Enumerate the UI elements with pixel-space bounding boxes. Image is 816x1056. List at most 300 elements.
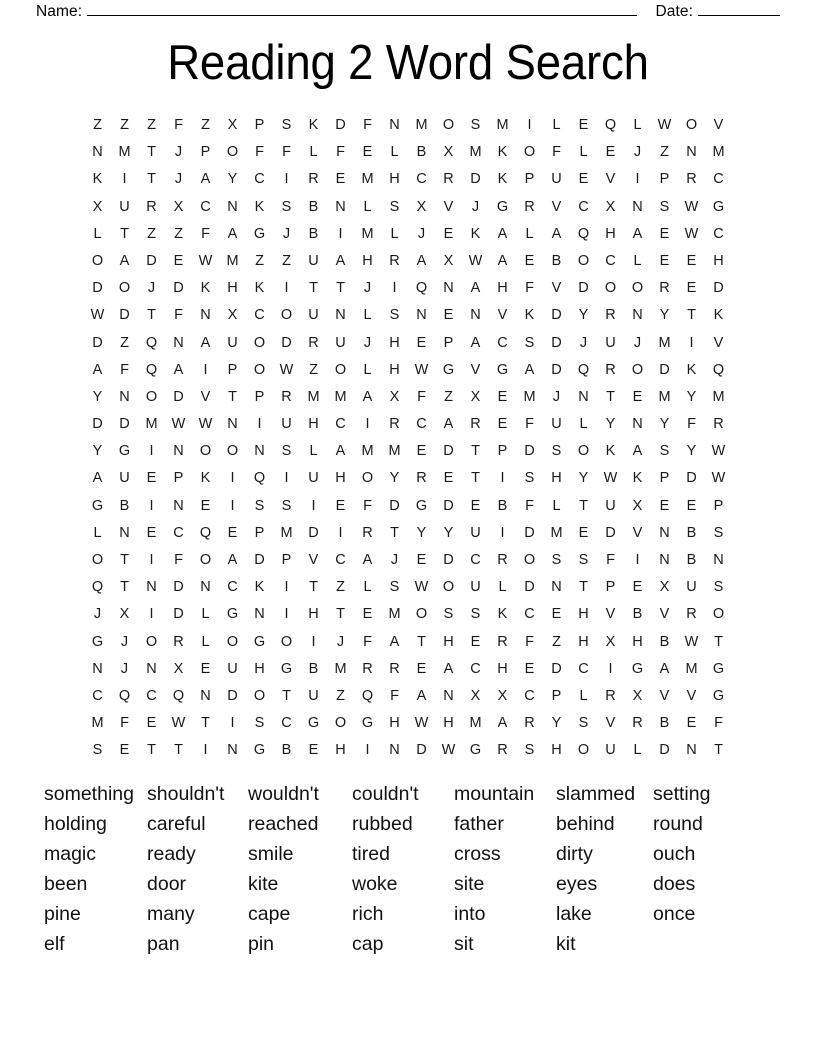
grid-cell[interactable]: P: [605, 579, 616, 596]
grid-cell[interactable]: N: [389, 117, 400, 133]
grid-cell[interactable]: A: [470, 280, 481, 297]
grid-cell[interactable]: I: [284, 470, 289, 487]
grid-cell[interactable]: O: [442, 579, 455, 596]
grid-cell[interactable]: I: [149, 497, 154, 514]
grid-cell[interactable]: A: [389, 633, 400, 650]
date-blank-line[interactable]: [698, 2, 780, 16]
grid-cell[interactable]: V: [308, 552, 319, 568]
grid-cell[interactable]: A: [362, 388, 373, 405]
grid-cell[interactable]: M: [280, 524, 293, 541]
grid-cell[interactable]: K: [200, 470, 211, 487]
grid-cell[interactable]: V: [551, 280, 562, 297]
grid-cell[interactable]: C: [713, 171, 724, 188]
grid-cell[interactable]: H: [497, 280, 508, 297]
grid-cell[interactable]: R: [146, 198, 157, 215]
grid-cell[interactable]: R: [308, 334, 319, 351]
grid-cell[interactable]: G: [712, 198, 725, 215]
grid-cell[interactable]: M: [388, 606, 401, 623]
grid-cell[interactable]: P: [497, 443, 508, 460]
grid-cell[interactable]: M: [712, 144, 725, 161]
grid-cell[interactable]: E: [578, 524, 589, 541]
grid-cell[interactable]: K: [200, 280, 211, 297]
grid-cell[interactable]: B: [659, 633, 670, 650]
grid-cell[interactable]: N: [470, 307, 481, 324]
grid-cell[interactable]: P: [227, 361, 238, 378]
grid-cell[interactable]: Q: [577, 225, 590, 242]
grid-cell[interactable]: B: [416, 144, 427, 161]
grid-cell[interactable]: C: [227, 579, 238, 596]
grid-cell[interactable]: B: [281, 742, 292, 759]
grid-cell[interactable]: I: [122, 171, 127, 188]
grid-cell[interactable]: N: [254, 606, 265, 623]
grid-cell[interactable]: H: [227, 280, 238, 297]
grid-cell[interactable]: L: [201, 633, 210, 650]
grid-cell[interactable]: X: [443, 252, 454, 269]
grid-cell[interactable]: V: [713, 334, 724, 351]
grid-cell[interactable]: T: [714, 633, 723, 650]
grid-cell[interactable]: C: [416, 416, 427, 433]
grid-cell[interactable]: G: [253, 633, 266, 650]
grid-cell[interactable]: U: [308, 252, 319, 269]
grid-cell[interactable]: Y: [605, 416, 616, 433]
grid-cell[interactable]: W: [711, 443, 726, 460]
grid-cell[interactable]: K: [92, 171, 103, 188]
grid-cell[interactable]: B: [497, 497, 508, 514]
grid-cell[interactable]: E: [119, 742, 130, 759]
grid-cell[interactable]: Q: [712, 361, 725, 378]
grid-cell[interactable]: E: [659, 252, 670, 269]
grid-cell[interactable]: E: [470, 497, 481, 514]
grid-cell[interactable]: O: [415, 606, 428, 623]
grid-cell[interactable]: D: [443, 443, 454, 460]
grid-cell[interactable]: D: [146, 252, 157, 269]
grid-cell[interactable]: Q: [145, 361, 158, 378]
grid-cell[interactable]: O: [91, 552, 104, 568]
grid-cell[interactable]: T: [147, 307, 156, 324]
grid-cell[interactable]: T: [687, 307, 696, 324]
grid-cell[interactable]: C: [578, 660, 589, 677]
grid-cell[interactable]: Q: [577, 361, 590, 378]
grid-cell[interactable]: N: [713, 552, 724, 568]
grid-cell[interactable]: R: [443, 171, 454, 188]
name-blank-line[interactable]: [87, 2, 637, 16]
grid-cell[interactable]: O: [361, 470, 374, 487]
grid-cell[interactable]: W: [198, 416, 213, 433]
grid-cell[interactable]: S: [524, 470, 535, 487]
grid-cell[interactable]: I: [284, 171, 289, 188]
grid-cell[interactable]: I: [500, 470, 505, 487]
grid-cell[interactable]: N: [173, 334, 184, 351]
grid-cell[interactable]: O: [334, 361, 347, 378]
grid-cell[interactable]: V: [659, 606, 670, 623]
grid-cell[interactable]: I: [257, 416, 262, 433]
grid-cell[interactable]: A: [443, 416, 454, 433]
grid-cell[interactable]: M: [91, 715, 104, 732]
grid-cell[interactable]: U: [308, 307, 319, 324]
grid-cell[interactable]: D: [308, 524, 319, 541]
word-list-item[interactable]: woke: [352, 873, 398, 895]
grid-cell[interactable]: M: [334, 388, 347, 405]
grid-cell[interactable]: C: [335, 552, 346, 568]
grid-cell[interactable]: W: [414, 715, 429, 732]
grid-cell[interactable]: S: [254, 497, 265, 514]
grid-cell[interactable]: T: [228, 388, 237, 405]
grid-cell[interactable]: O: [253, 687, 266, 704]
grid-cell[interactable]: E: [416, 443, 427, 460]
grid-cell[interactable]: Q: [604, 117, 617, 133]
grid-cell[interactable]: J: [282, 225, 291, 242]
grid-cell[interactable]: K: [254, 280, 265, 297]
grid-cell[interactable]: I: [230, 497, 235, 514]
grid-cell[interactable]: H: [254, 660, 265, 677]
grid-cell[interactable]: J: [363, 280, 372, 297]
word-list-item[interactable]: slammed: [556, 783, 636, 805]
grid-cell[interactable]: Y: [443, 524, 454, 541]
grid-cell[interactable]: C: [524, 606, 535, 623]
grid-cell[interactable]: O: [577, 742, 590, 759]
grid-cell[interactable]: I: [392, 280, 397, 297]
grid-cell[interactable]: V: [470, 361, 481, 378]
grid-cell[interactable]: O: [631, 361, 644, 378]
grid-cell[interactable]: J: [336, 633, 345, 650]
grid-cell[interactable]: N: [200, 687, 211, 704]
grid-cell[interactable]: Z: [147, 225, 156, 242]
grid-cell[interactable]: O: [91, 252, 104, 269]
grid-cell[interactable]: E: [335, 171, 346, 188]
grid-cell[interactable]: J: [417, 225, 426, 242]
grid-cell[interactable]: Y: [659, 307, 670, 324]
grid-cell[interactable]: V: [632, 524, 643, 541]
grid-cell[interactable]: E: [200, 497, 211, 514]
grid-cell[interactable]: H: [497, 660, 508, 677]
word-list-item[interactable]: into: [454, 903, 486, 925]
grid-cell[interactable]: K: [632, 470, 643, 487]
grid-cell[interactable]: G: [226, 606, 239, 623]
grid-cell[interactable]: L: [552, 497, 561, 514]
grid-cell[interactable]: T: [309, 280, 318, 297]
grid-cell[interactable]: X: [173, 198, 184, 215]
grid-cell[interactable]: T: [579, 497, 588, 514]
grid-cell[interactable]: S: [659, 443, 670, 460]
grid-cell[interactable]: J: [633, 334, 642, 351]
grid-cell[interactable]: L: [579, 416, 588, 433]
grid-cell[interactable]: G: [91, 633, 104, 650]
grid-cell[interactable]: Q: [118, 687, 131, 704]
grid-cell[interactable]: C: [173, 524, 184, 541]
grid-cell[interactable]: W: [711, 470, 726, 487]
grid-cell[interactable]: Q: [172, 687, 185, 704]
grid-cell[interactable]: U: [308, 470, 319, 487]
grid-cell[interactable]: T: [174, 742, 183, 759]
grid-cell[interactable]: E: [416, 660, 427, 677]
grid-cell[interactable]: M: [469, 144, 482, 161]
grid-cell[interactable]: S: [713, 579, 724, 596]
word-list-item[interactable]: father: [454, 813, 504, 835]
grid-cell[interactable]: O: [577, 252, 590, 269]
grid-cell[interactable]: H: [443, 633, 454, 650]
grid-cell[interactable]: E: [578, 171, 589, 188]
grid-cell[interactable]: X: [632, 687, 643, 704]
grid-cell[interactable]: D: [389, 497, 400, 514]
grid-cell[interactable]: Z: [660, 144, 669, 161]
grid-cell[interactable]: B: [119, 497, 130, 514]
grid-cell[interactable]: Q: [361, 687, 374, 704]
grid-cell[interactable]: N: [254, 443, 265, 460]
grid-cell[interactable]: U: [308, 687, 319, 704]
grid-cell[interactable]: F: [525, 416, 534, 433]
grid-cell[interactable]: R: [173, 633, 184, 650]
grid-cell[interactable]: E: [524, 252, 535, 269]
grid-cell[interactable]: R: [605, 307, 616, 324]
grid-cell[interactable]: D: [551, 307, 562, 324]
grid-cell[interactable]: H: [578, 633, 589, 650]
grid-cell[interactable]: R: [497, 552, 508, 568]
grid-cell[interactable]: L: [363, 579, 372, 596]
grid-cell[interactable]: K: [686, 361, 697, 378]
grid-cell[interactable]: C: [524, 687, 535, 704]
grid-cell[interactable]: G: [307, 715, 320, 732]
grid-cell[interactable]: G: [712, 687, 725, 704]
grid-cell[interactable]: T: [120, 552, 129, 568]
grid-cell[interactable]: I: [149, 443, 154, 460]
word-list-item[interactable]: round: [653, 813, 703, 835]
grid-cell[interactable]: E: [659, 225, 670, 242]
grid-cell[interactable]: D: [119, 416, 130, 433]
grid-cell[interactable]: N: [227, 416, 238, 433]
grid-cell[interactable]: U: [119, 198, 130, 215]
grid-cell[interactable]: S: [281, 497, 292, 514]
grid-cell[interactable]: A: [632, 443, 643, 460]
grid-cell[interactable]: S: [389, 579, 400, 596]
grid-cell[interactable]: A: [92, 361, 103, 378]
grid-cell[interactable]: H: [335, 742, 346, 759]
word-list-item[interactable]: careful: [147, 813, 206, 835]
grid-cell[interactable]: C: [497, 334, 508, 351]
grid-cell[interactable]: V: [551, 198, 562, 215]
grid-cell[interactable]: B: [308, 198, 319, 215]
grid-cell[interactable]: U: [551, 171, 562, 188]
grid-cell[interactable]: W: [198, 252, 213, 269]
grid-cell[interactable]: E: [686, 715, 697, 732]
grid-cell[interactable]: F: [525, 497, 534, 514]
grid-cell[interactable]: R: [281, 388, 292, 405]
grid-cell[interactable]: X: [416, 198, 427, 215]
grid-cell[interactable]: U: [470, 579, 481, 596]
grid-cell[interactable]: J: [120, 633, 129, 650]
grid-cell[interactable]: Z: [120, 117, 129, 133]
grid-cell[interactable]: N: [416, 307, 427, 324]
grid-cell[interactable]: A: [92, 470, 103, 487]
grid-cell[interactable]: E: [146, 470, 157, 487]
grid-cell[interactable]: J: [147, 280, 156, 297]
grid-cell[interactable]: X: [92, 198, 103, 215]
grid-cell[interactable]: R: [686, 606, 697, 623]
grid-cell[interactable]: H: [335, 470, 346, 487]
grid-cell[interactable]: R: [389, 416, 400, 433]
grid-cell[interactable]: X: [605, 633, 616, 650]
grid-cell[interactable]: M: [307, 388, 320, 405]
grid-cell[interactable]: L: [633, 252, 642, 269]
grid-cell[interactable]: C: [92, 687, 103, 704]
grid-cell[interactable]: S: [92, 742, 103, 759]
grid-cell[interactable]: M: [712, 388, 725, 405]
grid-cell[interactable]: Z: [174, 225, 183, 242]
grid-cell[interactable]: M: [361, 443, 374, 460]
grid-cell[interactable]: M: [388, 443, 401, 460]
grid-cell[interactable]: Y: [227, 171, 238, 188]
grid-cell[interactable]: W: [414, 361, 429, 378]
grid-cell[interactable]: B: [686, 552, 697, 568]
grid-cell[interactable]: G: [118, 443, 131, 460]
grid-cell[interactable]: H: [551, 742, 562, 759]
grid-cell[interactable]: T: [471, 443, 480, 460]
grid-cell[interactable]: F: [525, 280, 534, 297]
grid-cell[interactable]: R: [362, 660, 373, 677]
grid-cell[interactable]: G: [496, 361, 509, 378]
grid-cell[interactable]: H: [551, 470, 562, 487]
grid-cell[interactable]: O: [280, 633, 293, 650]
grid-cell[interactable]: K: [497, 171, 508, 188]
grid-cell[interactable]: H: [578, 606, 589, 623]
grid-cell[interactable]: U: [470, 524, 481, 541]
grid-cell[interactable]: J: [363, 334, 372, 351]
grid-cell[interactable]: D: [470, 171, 481, 188]
grid-cell[interactable]: L: [390, 225, 399, 242]
grid-cell[interactable]: P: [659, 171, 670, 188]
grid-cell[interactable]: Z: [282, 252, 291, 269]
grid-cell[interactable]: W: [684, 225, 699, 242]
grid-cell[interactable]: P: [200, 144, 211, 161]
grid-cell[interactable]: E: [200, 660, 211, 677]
grid-cell[interactable]: H: [308, 606, 319, 623]
grid-cell[interactable]: I: [635, 171, 640, 188]
grid-cell[interactable]: T: [147, 144, 156, 161]
grid-cell[interactable]: N: [146, 579, 157, 596]
grid-cell[interactable]: F: [714, 715, 723, 732]
word-list-item[interactable]: kite: [248, 873, 279, 895]
grid-cell[interactable]: E: [497, 388, 508, 405]
grid-cell[interactable]: F: [417, 388, 426, 405]
grid-cell[interactable]: H: [389, 334, 400, 351]
grid-cell[interactable]: T: [147, 742, 156, 759]
grid-cell[interactable]: N: [659, 552, 670, 568]
grid-cell[interactable]: R: [470, 416, 481, 433]
word-list-item[interactable]: sit: [454, 933, 474, 955]
grid-cell[interactable]: R: [524, 198, 535, 215]
word-list-item[interactable]: kit: [556, 933, 576, 955]
grid-cell[interactable]: P: [254, 524, 265, 541]
grid-cell[interactable]: Q: [91, 579, 104, 596]
grid-cell[interactable]: S: [578, 552, 589, 568]
grid-cell[interactable]: I: [284, 579, 289, 596]
grid-cell[interactable]: S: [443, 606, 454, 623]
grid-cell[interactable]: L: [363, 307, 372, 324]
grid-cell[interactable]: G: [631, 660, 644, 677]
word-list-item[interactable]: tired: [352, 843, 390, 865]
grid-cell[interactable]: X: [389, 388, 400, 405]
grid-cell[interactable]: V: [200, 388, 211, 405]
grid-cell[interactable]: T: [201, 715, 210, 732]
grid-cell[interactable]: K: [524, 307, 535, 324]
word-list-item[interactable]: something: [44, 783, 134, 805]
word-list-item[interactable]: ready: [147, 843, 196, 865]
grid-cell[interactable]: Q: [415, 280, 428, 297]
grid-cell[interactable]: D: [551, 361, 562, 378]
grid-cell[interactable]: D: [173, 579, 184, 596]
grid-cell[interactable]: D: [659, 361, 670, 378]
grid-cell[interactable]: U: [227, 660, 238, 677]
grid-cell[interactable]: E: [524, 660, 535, 677]
grid-cell[interactable]: O: [577, 443, 590, 460]
grid-cell[interactable]: A: [416, 252, 427, 269]
grid-cell[interactable]: P: [254, 388, 265, 405]
grid-cell[interactable]: S: [281, 198, 292, 215]
word-list-item[interactable]: mountain: [454, 783, 535, 805]
grid-cell[interactable]: A: [551, 225, 562, 242]
grid-cell[interactable]: S: [281, 443, 292, 460]
grid-cell[interactable]: D: [92, 416, 103, 433]
grid-cell[interactable]: A: [227, 225, 238, 242]
grid-cell[interactable]: F: [174, 307, 183, 324]
grid-cell[interactable]: F: [336, 144, 345, 161]
grid-cell[interactable]: D: [173, 606, 184, 623]
grid-cell[interactable]: M: [361, 225, 374, 242]
grid-cell[interactable]: T: [120, 225, 129, 242]
grid-cell[interactable]: N: [659, 524, 670, 541]
grid-cell[interactable]: E: [416, 552, 427, 568]
grid-cell[interactable]: Z: [444, 388, 453, 405]
grid-cell[interactable]: E: [686, 280, 697, 297]
grid-cell[interactable]: C: [605, 252, 616, 269]
grid-cell[interactable]: B: [686, 524, 697, 541]
grid-cell[interactable]: S: [578, 715, 589, 732]
grid-cell[interactable]: N: [92, 660, 103, 677]
grid-cell[interactable]: K: [254, 198, 265, 215]
grid-cell[interactable]: I: [527, 117, 532, 133]
grid-cell[interactable]: V: [605, 171, 616, 188]
grid-cell[interactable]: E: [632, 579, 643, 596]
grid-cell[interactable]: T: [336, 280, 345, 297]
grid-cell[interactable]: T: [579, 579, 588, 596]
grid-cell[interactable]: D: [659, 742, 670, 759]
grid-cell[interactable]: O: [523, 552, 536, 568]
grid-cell[interactable]: Z: [147, 117, 156, 133]
grid-cell[interactable]: O: [118, 280, 131, 297]
grid-cell[interactable]: E: [443, 225, 454, 242]
grid-cell[interactable]: N: [173, 443, 184, 460]
grid-cell[interactable]: F: [174, 117, 183, 133]
grid-cell[interactable]: W: [90, 307, 105, 324]
grid-cell[interactable]: O: [226, 144, 239, 161]
grid-cell[interactable]: F: [525, 633, 534, 650]
grid-cell[interactable]: Z: [552, 633, 561, 650]
grid-cell[interactable]: R: [308, 171, 319, 188]
grid-cell[interactable]: S: [281, 117, 292, 133]
grid-cell[interactable]: M: [685, 660, 698, 677]
grid-cell[interactable]: F: [390, 687, 399, 704]
grid-cell[interactable]: N: [92, 144, 103, 161]
grid-cell[interactable]: E: [362, 606, 373, 623]
grid-cell[interactable]: O: [226, 633, 239, 650]
word-list-item[interactable]: rubbed: [352, 813, 413, 835]
word-list-item[interactable]: pin: [248, 933, 275, 955]
grid-cell[interactable]: V: [605, 606, 616, 623]
grid-cell[interactable]: N: [119, 388, 130, 405]
word-list-item[interactable]: cape: [248, 903, 291, 925]
grid-cell[interactable]: C: [281, 715, 292, 732]
grid-cell[interactable]: F: [687, 416, 696, 433]
grid-cell[interactable]: O: [199, 443, 212, 460]
